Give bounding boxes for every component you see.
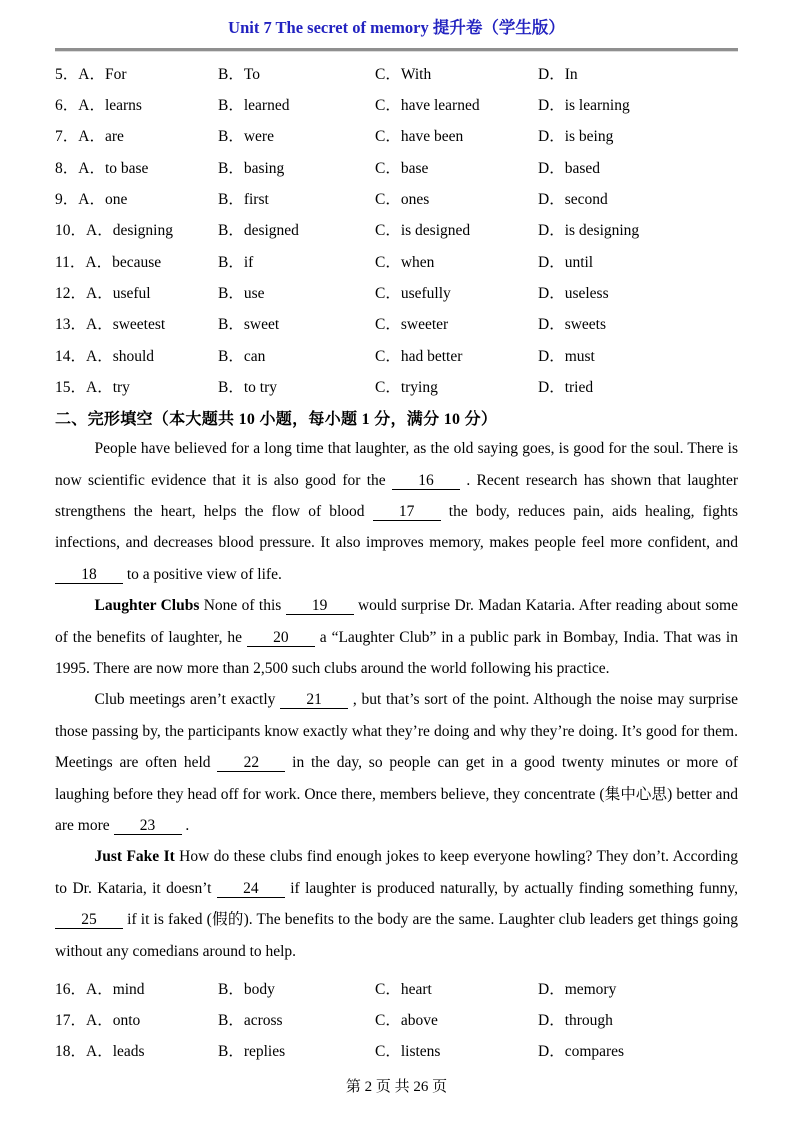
option-d: D．through bbox=[538, 1012, 613, 1030]
option-d: D．useless bbox=[538, 285, 609, 302]
passage-text: . Recent research has shown that laughter strengthens the heart, helps the flow of blood bbox=[55, 471, 738, 520]
passage-text: People have believed for a long time that laughter, as the old saying goes, is good for the soul. There is now scientific evidence that it is also good for the bbox=[55, 440, 738, 489]
passage-paragraph bbox=[55, 684, 738, 841]
question-number-and-option-a: 9．A．one bbox=[55, 190, 128, 208]
option-c: C．heart bbox=[375, 980, 432, 998]
question-number-and-option-a: 6．A．learns bbox=[55, 96, 142, 114]
question-row-7 bbox=[55, 120, 738, 151]
option-d: D．tried bbox=[538, 379, 594, 397]
passage-text: if it is faked (假的). The benefits to the body are the same. Laughter club leaders get things going without any comedians around to help. bbox=[55, 911, 738, 960]
question-row-5 bbox=[55, 57, 738, 88]
option-c: C．have been bbox=[375, 128, 464, 146]
cloze-blank-17: 17 bbox=[373, 504, 441, 521]
cloze-blank-25: 25 bbox=[55, 912, 123, 929]
option-c: C．have learned bbox=[375, 96, 480, 114]
option-c: C．had better bbox=[375, 347, 463, 365]
option-c: C．ones bbox=[375, 190, 430, 208]
option-d: D．compares bbox=[538, 1043, 625, 1061]
passage-text: How do these clubs find enough jokes to keep everyone howling? They don’t. According to Dr. Kataria, it doesn’t bbox=[55, 848, 738, 897]
passage-text: . bbox=[181, 816, 190, 834]
cloze-blank-21: 21 bbox=[280, 692, 348, 709]
question-number-and-option-a: 7．A．are bbox=[55, 128, 124, 146]
question-number-and-option-a: 11．A．because bbox=[55, 253, 162, 271]
option-c: C．listens bbox=[375, 1043, 441, 1061]
option-b: B．designed bbox=[218, 222, 299, 240]
option-b: B．sweet bbox=[218, 316, 280, 334]
option-c: C．is designed bbox=[375, 222, 471, 240]
mc-questions-16-18 bbox=[55, 972, 738, 1066]
passage-text: to a positive view of life. bbox=[123, 565, 282, 583]
question-row-13 bbox=[55, 308, 738, 339]
question-number-and-option-a: 5．A．For bbox=[55, 65, 127, 83]
option-b: B．learned bbox=[218, 96, 290, 114]
passage-text: the body, reduces pain, aids healing, fights infections, and decreases blood pressure. It also improves memory, makes people feel more confident, and bbox=[55, 502, 738, 552]
passage-text: would surprise Dr. Madan Kataria. After reading about some of the benefits of laughter, he bbox=[55, 597, 738, 646]
passage-text: Club meetings aren’t exactly bbox=[94, 691, 281, 709]
question-row-14 bbox=[55, 339, 738, 370]
question-row-12 bbox=[55, 276, 738, 307]
passage-text: None of this bbox=[199, 597, 286, 615]
option-b: B．to try bbox=[218, 379, 277, 397]
option-d: D．is being bbox=[538, 128, 614, 146]
question-number-and-option-a: 15．A．try bbox=[55, 379, 130, 397]
paragraph-lead: Just Fake It bbox=[94, 848, 175, 866]
question-number-and-option-a: 8．A．to base bbox=[55, 159, 149, 177]
option-d: D．is designing bbox=[538, 222, 640, 240]
question-row-9 bbox=[55, 182, 738, 213]
passage-text: in the day, so people can get in a good twenty minutes or more of laughing before they head off for work. Once there, members believe, they concentrate (集中心思) better and are more bbox=[55, 754, 738, 834]
option-b: B．To bbox=[218, 65, 260, 83]
cloze-blank-16: 16 bbox=[392, 473, 460, 490]
option-b: B．can bbox=[218, 347, 266, 365]
section-2-heading: 二、完形填空（本大题共 10 小题，每小题 1 分，满分 10 分） bbox=[55, 410, 498, 428]
option-d: D．memory bbox=[538, 980, 617, 998]
option-d: D．is learning bbox=[538, 96, 630, 114]
question-row-11 bbox=[55, 245, 738, 276]
passage-text: , but that’s sort of the point. Although the noise may surprise those passing by, the participants know exactly what they’re doing and why they’re doing. It’s good for them. Meetings are often held bbox=[55, 691, 738, 772]
cloze-blank-22: 22 bbox=[217, 755, 285, 772]
question-number-and-option-a: 10．A．designing bbox=[55, 222, 173, 240]
passage-text: a “Laughter Club” in a public park in Bombay, India. That was in 1995. There are now more than 2,500 such clubs around the world following his practice. bbox=[55, 628, 738, 677]
passage-paragraph bbox=[55, 590, 738, 684]
cloze-blank-19: 19 bbox=[286, 598, 354, 615]
passage-text: if laughter is produced naturally, by actually finding something funny, bbox=[284, 879, 738, 897]
option-b: B．basing bbox=[218, 159, 285, 177]
mc-questions-5-15 bbox=[55, 57, 738, 402]
option-d: D．must bbox=[538, 347, 595, 365]
option-c: C．With bbox=[375, 65, 432, 83]
option-b: B．replies bbox=[218, 1043, 286, 1061]
question-row-6 bbox=[55, 88, 738, 119]
option-b: B．body bbox=[218, 980, 275, 998]
question-row-17 bbox=[55, 1003, 738, 1034]
option-b: B．use bbox=[218, 285, 265, 302]
option-d: D．based bbox=[538, 159, 600, 177]
cloze-blank-20: 20 bbox=[247, 630, 315, 647]
question-number-and-option-a: 14．A．should bbox=[55, 347, 155, 365]
question-number-and-option-a: 16．A．mind bbox=[55, 980, 145, 998]
question-number-and-option-a: 13．A．sweetest bbox=[55, 316, 166, 334]
option-b: B．if bbox=[218, 253, 254, 271]
question-number-and-option-a: 18．A．leads bbox=[55, 1043, 145, 1061]
header-rule bbox=[55, 48, 738, 52]
option-d: D．until bbox=[538, 253, 594, 271]
option-c: C．trying bbox=[375, 379, 438, 397]
option-b: B．were bbox=[218, 128, 274, 146]
option-b: B．across bbox=[218, 1012, 283, 1030]
question-row-16 bbox=[55, 972, 738, 1003]
question-row-10 bbox=[55, 214, 738, 245]
option-d: D．second bbox=[538, 190, 608, 208]
passage-paragraph bbox=[55, 841, 738, 967]
option-c: C．when bbox=[375, 253, 435, 271]
option-c: C．above bbox=[375, 1012, 438, 1030]
cloze-passage bbox=[55, 433, 738, 967]
paragraph-lead: Laughter Clubs bbox=[94, 597, 200, 615]
question-row-18 bbox=[55, 1035, 738, 1066]
option-c: C．usefully bbox=[375, 285, 451, 302]
cloze-blank-24: 24 bbox=[217, 881, 285, 898]
passage-paragraph bbox=[55, 433, 738, 590]
page-number-indicator: 第 2 页 共 26 页 bbox=[345, 1079, 448, 1095]
cloze-blank-23: 23 bbox=[114, 818, 182, 835]
option-d: D．sweets bbox=[538, 316, 607, 334]
option-c: C．base bbox=[375, 159, 429, 177]
option-d: D．In bbox=[538, 65, 578, 83]
option-c: C．sweeter bbox=[375, 316, 449, 334]
question-row-8 bbox=[55, 151, 738, 182]
page-title: Unit 7 The secret of memory 提升卷（学生版） bbox=[228, 18, 565, 37]
question-row-15 bbox=[55, 370, 738, 401]
option-b: B．first bbox=[218, 190, 269, 208]
question-number-and-option-a: 12．A．useful bbox=[55, 285, 151, 302]
question-number-and-option-a: 17．A．onto bbox=[55, 1012, 141, 1030]
cloze-blank-18: 18 bbox=[55, 567, 123, 584]
